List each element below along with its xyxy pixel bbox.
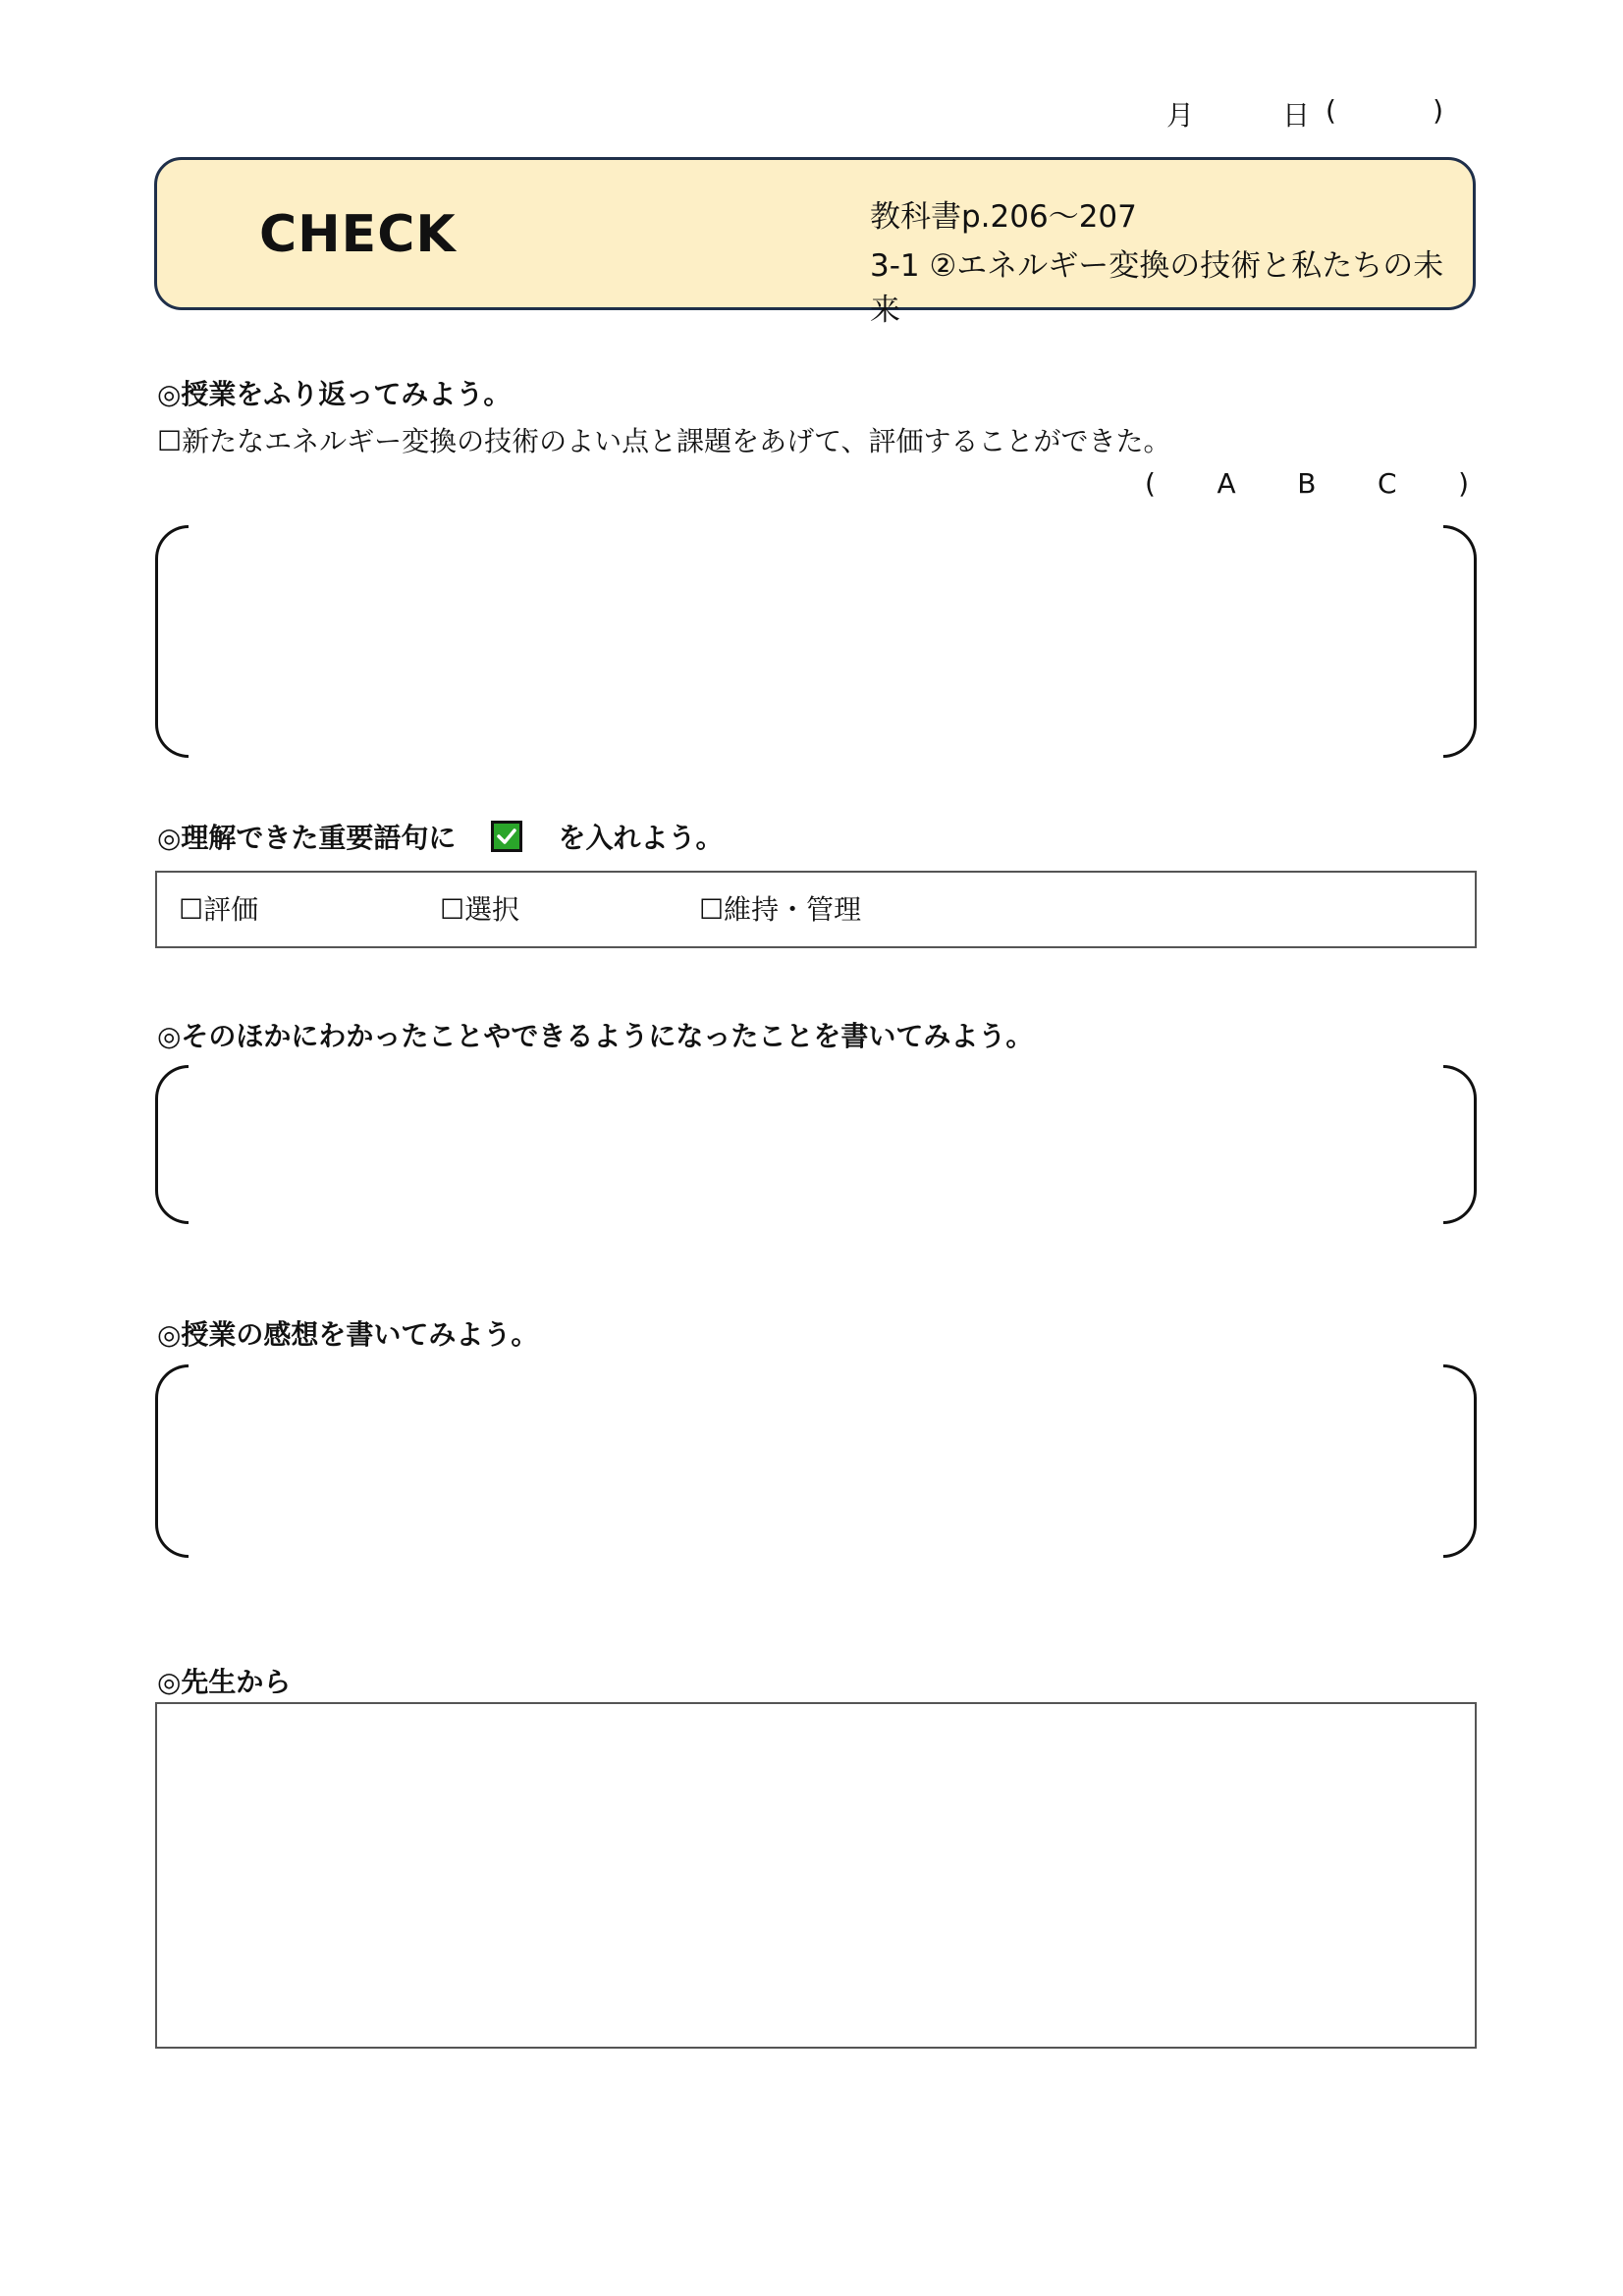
- date-paren-close: ): [1433, 94, 1443, 127]
- bracket-left: [155, 1065, 189, 1224]
- date-day-label: 日: [1282, 99, 1311, 132]
- date-month-label: 月: [1166, 99, 1195, 132]
- bracket-left: [155, 1364, 189, 1558]
- impressions-heading: ◎授業の感想を書いてみよう。: [157, 1318, 539, 1351]
- date-paren-open: (: [1325, 94, 1336, 127]
- reflection-writing-area[interactable]: [155, 525, 1477, 758]
- rating-paren-open: (: [1145, 467, 1156, 500]
- bracket-right: [1443, 525, 1477, 758]
- impressions-writing-area[interactable]: [155, 1364, 1477, 1558]
- lesson-title: 3-1 ②エネルギー変換の技術と私たちの未来: [870, 248, 1444, 328]
- rating-option-b[interactable]: B: [1297, 467, 1317, 500]
- terms-heading: [157, 817, 723, 856]
- terms-heading-before: ◎理解できた重要語句に: [157, 822, 457, 854]
- textbook-page-ref: 教科書p.206〜207: [870, 199, 1137, 235]
- reflection-heading: ◎授業をふり返ってみよう。: [157, 378, 512, 410]
- date-weekday-parens: [1325, 94, 1443, 127]
- bracket-right: [1443, 1364, 1477, 1558]
- checkmark-icon: [491, 821, 522, 852]
- term-checkbox-evaluation[interactable]: ☐評価: [179, 893, 259, 926]
- rating-option-a[interactable]: A: [1217, 467, 1236, 500]
- other-learning-writing-area[interactable]: [155, 1065, 1477, 1224]
- bracket-right: [1443, 1065, 1477, 1224]
- teacher-comment-box[interactable]: [155, 1702, 1477, 2049]
- page-title: CHECK: [259, 205, 457, 264]
- term-checkbox-selection[interactable]: ☐選択: [440, 893, 520, 926]
- terms-box: [155, 871, 1477, 948]
- self-rating: [1145, 467, 1469, 500]
- teacher-heading: ◎先生から: [157, 1666, 292, 1698]
- rating-paren-close: ): [1458, 467, 1469, 500]
- reflection-item: ☐新たなエネルギー変換の技術のよい点と課題をあげて、評価することができた。: [157, 425, 1171, 457]
- other-learning-heading: ◎そのほかにわかったことやできるようになったことを書いてみよう。: [157, 1020, 1034, 1052]
- header-card: [154, 157, 1476, 328]
- bracket-left: [155, 525, 189, 758]
- term-checkbox-maintenance[interactable]: ☐維持・管理: [699, 893, 862, 926]
- terms-heading-after: を入れよう。: [558, 822, 724, 854]
- rating-option-c[interactable]: C: [1377, 467, 1397, 500]
